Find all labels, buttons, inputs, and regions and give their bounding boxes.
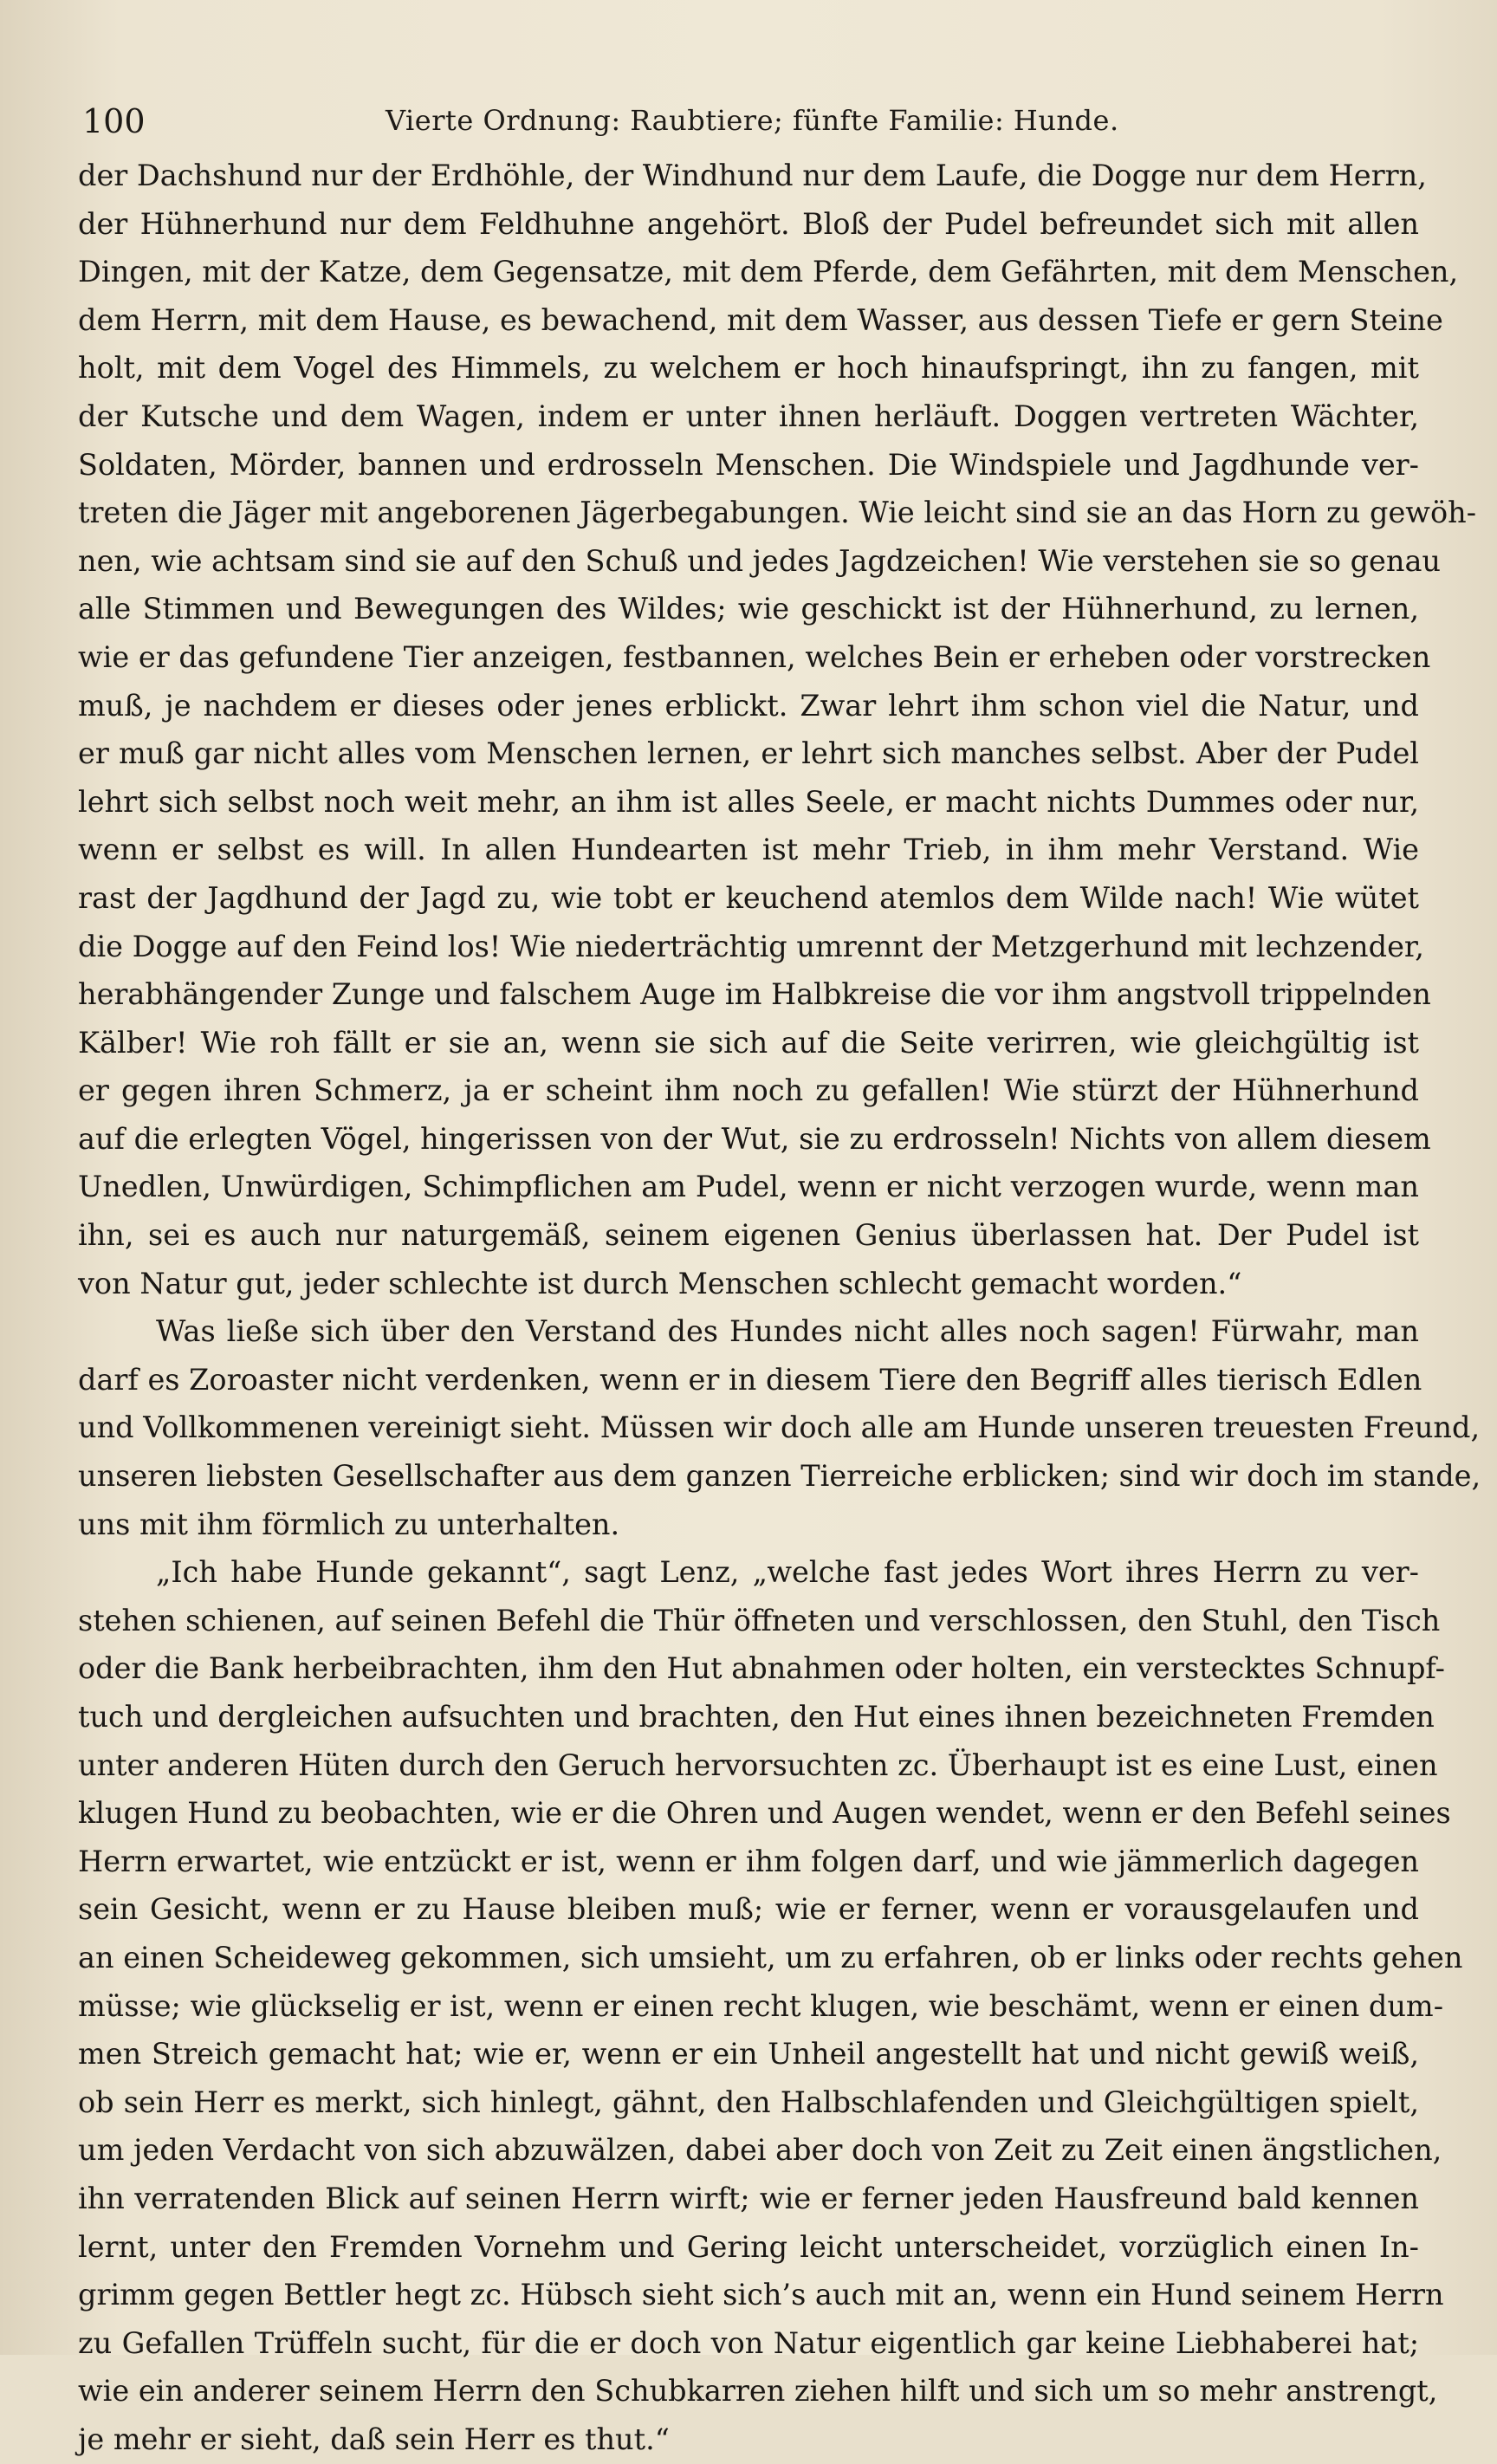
text-line: müsse; wie glückselig er ist, wenn er einen recht klugen, wie beschämt, wenn er einen dum- [78,1988,1444,2023]
text-line: grimm gegen Bettler hegt zc. Hübsch sieht sich’s auch mit an, wenn ein Hund seinem Herrn [78,2278,1444,2312]
text-line: je mehr er sieht, daß sein Herr es thut.“ [78,2422,670,2456]
page-header [82,102,1416,146]
text-line: uns mit ihm förmlich zu unterhalten. [78,1507,620,1541]
text-line: er gegen ihren Schmerz, ja er scheint ihm noch zu gefallen! Wie stürzt der Hühnerhund [78,1073,1419,1108]
text-line: der Hühnerhund nur dem Feldhuhne angehört. Bloß der Pudel befreundet sich mit allen [78,206,1419,241]
text-line: klugen Hund zu beobachten, wie er die Ohren und Augen wendet, wenn er den Befehl seines [78,1796,1451,1831]
text-line: darf es Zoroaster nicht verdenken, wenn er in diesem Tiere den Begriff alles tierisch Edlen [78,1362,1422,1397]
text-line: treten die Jäger mit angeborenen Jägerbegabungen. Wie leicht sind sie an das Horn zu gewöh- [78,496,1477,530]
text-line: der Dachshund nur der Erdhöhle, der Windhund nur dem Laufe, die Dogge nur dem Herrn, [78,159,1427,192]
text-line: Soldaten, Mörder, bannen und erdrosseln Menschen. Die Windspiele und Jagdhunde ver- [78,447,1419,482]
text-line: men Streich gemacht hat; wie er, wenn er ein Unheil angestellt hat und nicht gewiß weiß, [78,2037,1419,2072]
body-text [78,152,1481,2464]
text-line: ob sein Herr es merkt, sich hinlegt, gähnt, den Halbschlafenden und Gleichgültigen spielt, [78,2085,1419,2119]
text-line: wie er das gefundene Tier anzeigen, festbannen, welches Bein er erheben oder vorstrecken [78,639,1431,674]
text-line: muß, je nachdem er dieses oder jenes erblickt. Zwar lehrt ihm schon viel die Natur, und [78,688,1419,723]
text-line: Was ließe sich über den Verstand des Hundes nicht alles noch sagen! Fürwahr, man [156,1314,1419,1349]
text-line: die Dogge auf den Feind los! Wie niederträchtig umrennt der Metzgerhund mit lechzender, [78,929,1424,963]
text-line: von Natur gut, jeder schlechte ist durch Menschen schlecht gemacht worden.“ [78,1266,1242,1300]
text-line: er muß gar nicht alles vom Menschen lernen, er lehrt sich manches selbst. Aber der Pudel [78,736,1419,771]
text-line: sein Gesicht, wenn er zu Hause bleiben muß; wie er ferner, wenn er vorausgelaufen und [78,1892,1419,1927]
text-line: wie ein anderer seinem Herrn den Schubkarren ziehen hilft und sich um so mehr anstrengt, [78,2374,1438,2409]
text-line: an einen Scheideweg gekommen, sich umsieht, um zu erfahren, ob er links oder rechts gehen [78,1940,1463,1974]
text-line: zu Gefallen Trüffeln sucht, für die er doch von Natur eigentlich gar keine Liebhaberei hat; [78,2325,1419,2360]
text-line: Unedlen, Unwürdigen, Schimpflichen am Pudel, wenn er nicht verzogen wurde, wenn man [78,1170,1419,1204]
text-line: holt, mit dem Vogel des Himmels, zu welchem er hoch hinaufspringt, ihn zu fangen, mit [78,351,1419,386]
text-line: herabhängender Zunge und falschem Auge im Halbkreise die vor ihm angstvoll trippelnden [78,977,1431,1012]
text-line: nen, wie achtsam sind sie auf den Schuß und jedes Jagdzeichen! Wie verstehen sie so genau [78,543,1441,578]
text-line: unter anderen Hüten durch den Geruch hervorsuchten zc. Überhaupt ist es eine Lust, einen [78,1747,1438,1782]
running-head: Vierte Ordnung: Raubtiere; fünfte Familie: Hunde. [386,104,1119,137]
text-line: stehen schienen, auf seinen Befehl die Thür öffneten und verschlossen, den Stuhl, den Tisch [78,1603,1441,1637]
text-line: um jeden Verdacht von sich abzuwälzen, dabei aber doch von Zeit zu Zeit einen ängstlichen, [78,2133,1442,2168]
text-line: unseren liebsten Gesellschafter aus dem ganzen Tierreiche erblicken; sind wir doch im stande, [78,1459,1481,1494]
text-line: lehrt sich selbst noch weit mehr, an ihm ist alles Seele, er macht nichts Dummes oder nur, [78,784,1419,819]
text-line: oder die Bank herbeibrachten, ihm den Hut abnahmen oder holten, ein verstecktes Schnupf- [78,1651,1445,1686]
text-line: ihn verratenden Blick auf seinen Herrn wirft; wie er ferner jeden Hausfreund bald kennen [78,2181,1419,2215]
text-line: lernt, unter den Fremden Vornehm und Gering leicht unterscheidet, vorzüglich einen In- [78,2229,1419,2264]
text-line: Kälber! Wie roh fällt er sie an, wenn sie sich auf die Seite verirren, wie gleichgültig ist [78,1025,1419,1060]
text-line: ihn, sei es auch nur naturgemäß, seinem eigenen Genius überlassen hat. Der Pudel ist [78,1218,1419,1253]
text-line: „Ich habe Hunde gekannt“, sagt Lenz, „welche fast jedes Wort ihres Herrn zu ver- [156,1555,1419,1590]
text-line: auf die erlegten Vögel, hingerissen von der Wut, sie zu erdrosseln! Nichts von allem diesem [78,1121,1431,1156]
text-line: Dingen, mit der Katze, dem Gegensatze, mit dem Pferde, dem Gefährten, mit dem Menschen, [78,255,1459,289]
text-line: rast der Jagdhund der Jagd zu, wie tobt er keuchend atemlos dem Wilde nach! Wie wütet [78,880,1419,915]
text-line: dem Herrn, mit dem Hause, es bewachend, mit dem Wasser, aus dessen Tiefe er gern Steine [78,302,1443,337]
text-line: tuch und dergleichen aufsuchten und brachten, den Hut eines ihnen bezeichneten Fremden [78,1700,1435,1734]
text-line: wenn er selbst es will. In allen Hundearten ist mehr Trieb, in ihm mehr Verstand. Wie [78,833,1419,867]
text-line: alle Stimmen und Bewegungen des Wildes; wie geschickt ist der Hühnerhund, zu lernen, [78,592,1419,626]
text-line: Herrn erwartet, wie entzückt er ist, wenn er ihm folgen darf, und wie jämmerlich dagegen [78,1844,1419,1878]
text-line: und Vollkommenen vereinigt sieht. Müssen wir doch alle am Hunde unseren treuesten Freund, [78,1410,1481,1445]
text-line: der Kutsche und dem Wagen, indem er unter ihnen herläuft. Doggen vertreten Wächter, [78,399,1419,433]
page-number: 100 [82,102,146,140]
